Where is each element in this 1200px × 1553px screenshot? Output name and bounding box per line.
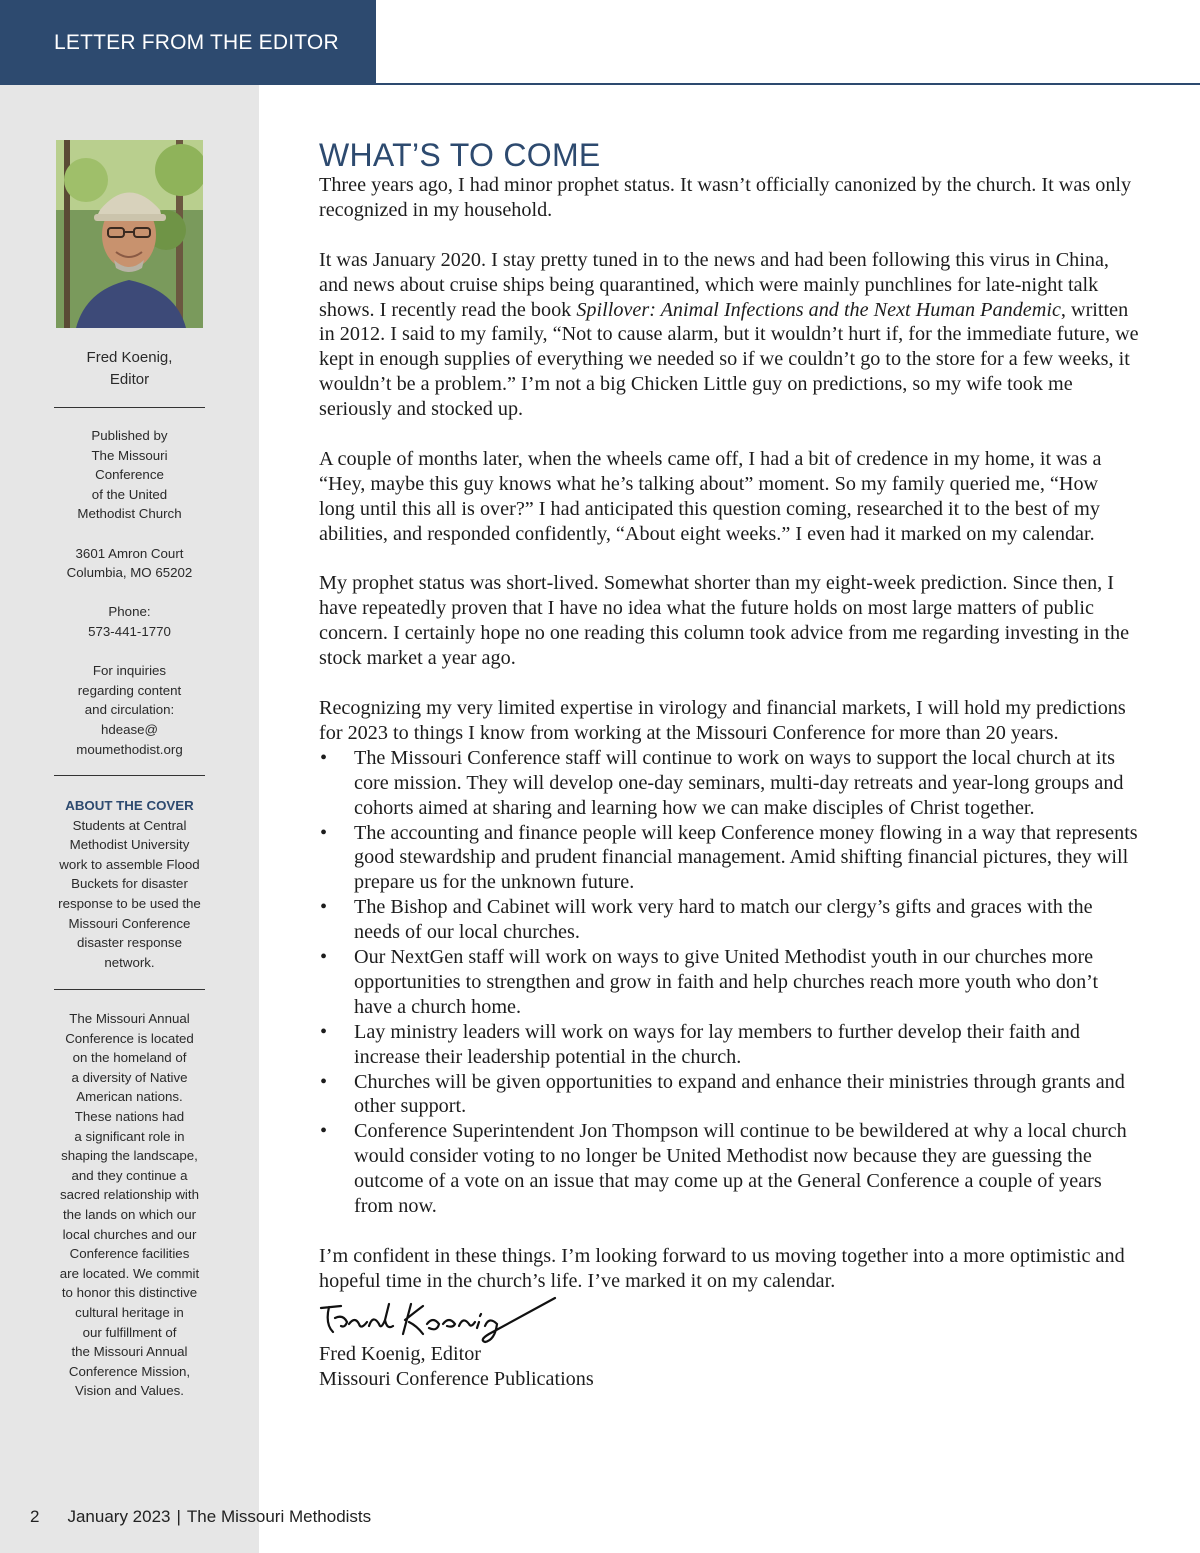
land-text-line: American nations.: [76, 1089, 183, 1105]
land-text-line: local churches and our: [62, 1226, 197, 1242]
land-text-line: The Missouri Annual: [69, 1011, 190, 1026]
paragraph: [319, 248, 1139, 422]
cover-text-line: Missouri Conference: [68, 915, 191, 931]
list-item: • Lay ministry leaders will work on ways for lay members to further develop their faith and increase their leadership potential in the church.: [319, 1020, 1139, 1070]
land-text-line: a diversity of Native: [71, 1069, 188, 1085]
predictions-list: [319, 746, 1139, 1219]
cover-heading: ABOUT THE COVER: [65, 798, 194, 813]
inquiries-line: For inquiries: [92, 663, 167, 679]
publisher-line: of the United: [91, 486, 168, 502]
footer-separator: |: [176, 1507, 181, 1526]
phone-label: Phone:: [108, 604, 151, 620]
land-text-line: Conference is located: [65, 1030, 194, 1046]
publisher-line: Methodist Church: [77, 506, 182, 522]
land-text-line: are located. We commit: [59, 1265, 200, 1281]
cover-text-line: work to assemble Flood: [59, 856, 200, 872]
paragraph: My prophet status was short-lived. Somewhat shorter than my eight-week prediction. Since then, I have repeatedly proven that I have no idea what the future holds on most large matters of public concern. I certainly hope no one reading this column took advice from me regarding investing in the stock market a year ago.: [319, 572, 1130, 670]
land-text-line: our fulfillment of: [82, 1324, 177, 1340]
editor-caption: [30, 347, 229, 391]
land-text-line: on the homeland of: [72, 1050, 187, 1066]
land-text-line: cultural heritage in: [75, 1304, 184, 1320]
publisher-line: Conference: [95, 467, 164, 483]
signature-image: [319, 1296, 559, 1346]
publisher-info: [50, 426, 209, 759]
land-text-line: sacred relationship with: [60, 1187, 199, 1203]
page-footer: [30, 1507, 371, 1527]
signer-name: Fred Koenig, Editor: [319, 1342, 482, 1365]
cover-text-line: disaster response: [77, 935, 182, 951]
cover-text-line: Buckets for disaster: [71, 876, 188, 892]
inquiries-line: regarding content: [77, 682, 182, 698]
book-title: Spillover: Animal Infections and the Next Human Pandemic: [576, 298, 1061, 321]
article-title: WHAT’S TO COME: [319, 137, 601, 173]
list-item: • Conference Superintendent Jon Thompson will continue to be bewildered at why a local church would consider voting to no longer be United Methodist now because they are guessing the outcome of a vote on an issue that may come up at the General Conference a couple of years from now.: [319, 1119, 1139, 1219]
land-text-line: shaping the landscape,: [61, 1148, 198, 1164]
paragraph-text: , written in 2012. I said to my family, “Not to cause alarm, but it wouldn’t hurt if, for the immediate future, we kept in enough supplies of everything we needed so if we couldn’t go to the store for a few weeks, it wouldn’t be a problem.” I’m not a big Chicken Little guy on predictions, so my wife took me seriously and stocked up.: [319, 298, 1139, 421]
phone-number: 573-441-1770: [88, 623, 171, 639]
land-text-line: Vision and Values.: [75, 1383, 184, 1399]
email-line: moumethodist.org: [76, 741, 183, 757]
address-line: Columbia, MO 65202: [66, 565, 193, 581]
paragraph: Three years ago, I had minor prophet status. It wasn’t officially canonized by the church. It was only recognized in my household.: [319, 174, 1132, 221]
editor-photo: [56, 140, 203, 328]
land-text-line: to honor this distinctive: [61, 1285, 198, 1301]
header-rule: [376, 83, 1200, 85]
inquiries-line: and circulation:: [84, 702, 175, 718]
land-text-line: Conference Mission,: [68, 1363, 191, 1379]
paragraph: I’m confident in these things. I’m looking forward to us moving together into a more optimistic and hopeful time in the church’s life. I’ve marked it on my calendar.: [319, 1244, 1125, 1292]
paragraph-text: It was January 2020. I stay pretty tuned in to the news and had been following this virus in China, and news about cruise ships being quarantined, which were mainly punchlines for late-night talk shows. I recently read the book: [319, 248, 1109, 321]
article-body: [319, 173, 1139, 1392]
cover-text-line: response to be used the: [58, 895, 201, 911]
publisher-line: The Missouri: [91, 447, 168, 463]
cover-text-line: Students at Central: [72, 817, 187, 833]
publisher-line: Published by: [91, 428, 168, 443]
land-text-line: These nations had: [74, 1108, 185, 1124]
section-label: LETTER FROM THE EDITOR: [54, 30, 339, 54]
paragraph: Recognizing my very limited expertise in virology and financial markets, I will hold my predictions for 2023 to things I know from working at the Missouri Conference for more than 20 years.: [319, 696, 1126, 744]
land-text-line: the Missouri Annual: [71, 1344, 188, 1360]
land-acknowledgement: [50, 1009, 209, 1401]
editor-portrait-image: [56, 140, 203, 328]
land-text-line: the lands on which our: [62, 1206, 197, 1222]
list-item: • The accounting and finance people will keep Conference money flowing in a way that represents good stewardship and prudent financial management. Amid shifting financial pictures, they will prepare us for the unknown future.: [319, 821, 1139, 896]
editor-role: Editor: [109, 371, 150, 388]
cover-text-line: network.: [104, 954, 155, 970]
sidebar: [0, 85, 259, 1553]
section-header: [0, 0, 376, 85]
handwritten-signature: [319, 1296, 1139, 1346]
signer-organization: Missouri Conference Publications: [319, 1367, 594, 1390]
article: [319, 137, 1139, 1392]
email-line: hdease@: [100, 721, 159, 737]
list-item: • The Missouri Conference staff will continue to work on ways to support the local church at its core mission. They will develop one-day seminars, multi-day retreats and year-long groups and cohorts aimed at sharing and learning how we can make disciples of Christ together.: [319, 746, 1139, 821]
land-text-line: Conference facilities: [69, 1246, 190, 1262]
list-item: • The Bishop and Cabinet will work very hard to match our clergy’s gifts and graces with the needs of our local churches.: [319, 895, 1139, 945]
sidebar-divider: [54, 775, 205, 776]
paragraph: A couple of months later, when the wheels came off, I had a bit of credence in my home, it was a “Hey, maybe this guy knows what he’s talking about” moment. So my family queried me, “How long until this all is over?” I had anticipated this question coming, researched it to the best of my abilities, and responded confidently, “About eight weeks.” I even had it marked on my calendar.: [319, 447, 1102, 545]
sidebar-divider: [54, 407, 205, 408]
list-item: • Churches will be given opportunities to expand and enhance their ministries through grants and other support.: [319, 1070, 1139, 1120]
issue-date: January 2023: [67, 1507, 171, 1526]
publication-name: The Missouri Methodists: [186, 1507, 372, 1526]
cover-text-line: Methodist University: [69, 837, 190, 853]
about-the-cover: [50, 796, 209, 972]
sidebar-divider: [54, 989, 205, 990]
editor-name: Fred Koenig,: [86, 349, 173, 366]
page-number: 2: [30, 1507, 40, 1526]
land-text-line: and they continue a: [71, 1167, 188, 1183]
address-line: 3601 Amron Court: [75, 545, 184, 561]
list-item: • Our NextGen staff will work on ways to give United Methodist youth in our churches more opportunities to strengthen and grow in faith and help churches reach more youth who don’t have a church home.: [319, 945, 1139, 1020]
land-text-line: a significant role in: [74, 1128, 185, 1144]
